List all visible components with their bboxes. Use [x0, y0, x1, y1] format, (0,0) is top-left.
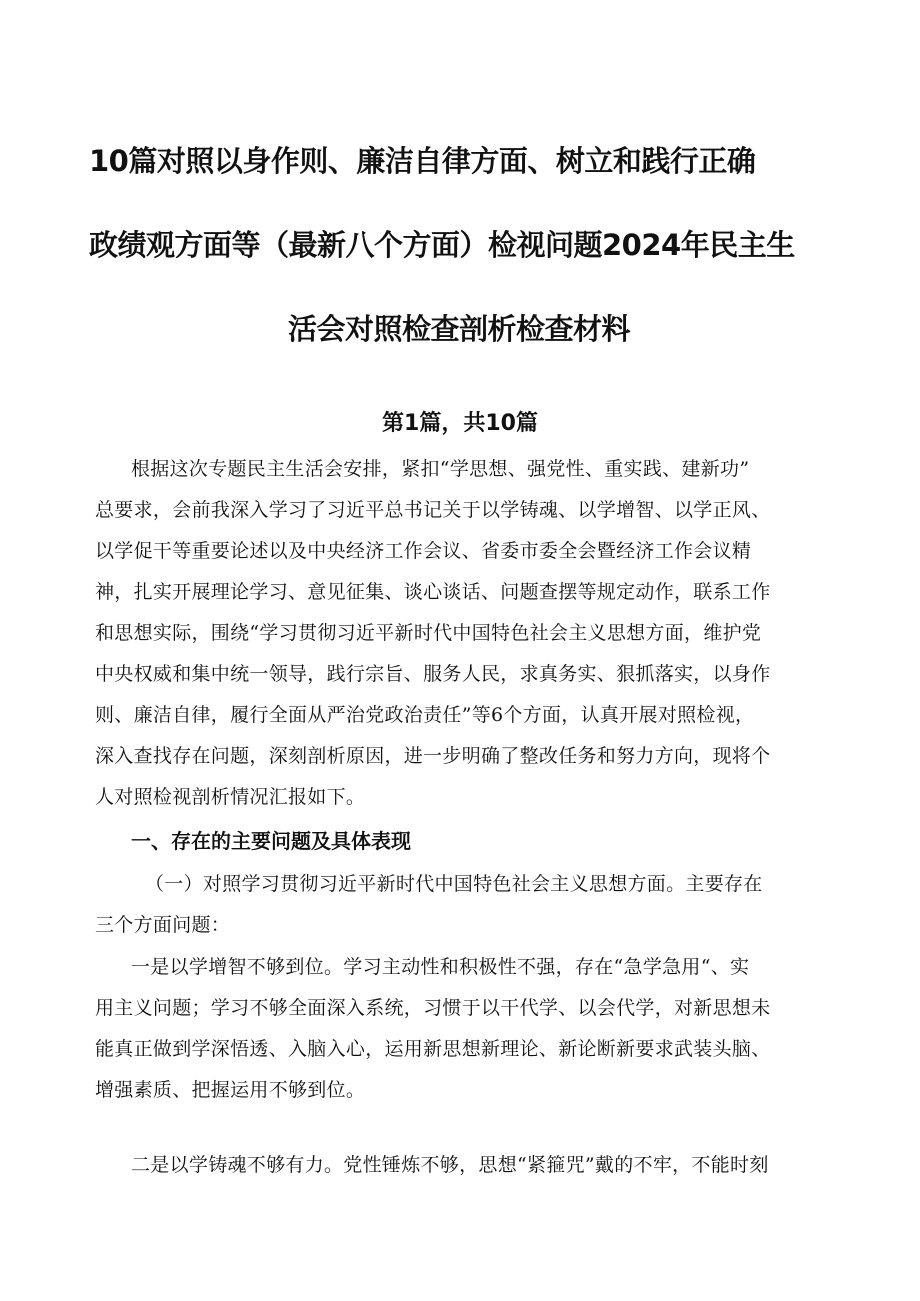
- intro-line-5: 和思想实际，围绕“学习贯彻习近平新时代中国特色社会主义思想方面，维护党: [95, 622, 762, 644]
- intro-line-7: 则、廉洁自律，履行全面从严治党政治责任”等6个方面，认真开展对照检视，: [95, 704, 755, 726]
- subsection-line-1: （一）对照学习贯彻习近平新时代中国特色社会主义思想方面。主要存在: [145, 873, 763, 895]
- subsection-line-2: 三个方面问题：: [95, 914, 231, 936]
- point2-line-1: 二是以学铸魂不够有力。党性锤炼不够，思想“紧箍咒”戴的不牢，不能时刻: [131, 1154, 769, 1176]
- intro-line-6: 中央权威和集中统一领导，践行宗旨、服务人民，求真务实、狠抓落实，以身作: [95, 663, 771, 685]
- point1-line-4: 增强素质、把握运用不够到位。: [95, 1079, 366, 1101]
- document-title-line-1: 10篇对照以身作则、廉洁自律方面、树立和践行正确: [89, 144, 756, 178]
- intro-line-9: 人对照检视剖析情况汇报如下。: [95, 786, 366, 808]
- document-subtitle: 第1篇，共10篇: [382, 411, 538, 436]
- point1-line-1: 一是以学增智不够到位。学习主动性和积极性不强，存在“急学急用“、实: [131, 956, 750, 978]
- intro-line-3: 以学促干等重要论述以及中央经济工作会议、省委市委全会暨经济工作会议精: [95, 540, 752, 562]
- intro-line-1: 根据这次专题民主生活会安排，紧扣“学思想、强党性、重实践、建新功”: [131, 458, 750, 480]
- document-title-line-3: 活会对照检查剖析检查材料: [288, 312, 631, 346]
- document-title-line-2: 政绩观方面等（最新八个方面）检视问题2024年民主生: [89, 228, 795, 262]
- intro-line-8: 深入查找存在问题，深刻剖析原因，进一步明确了整改任务和努力方向，现将个: [95, 745, 771, 767]
- intro-line-2: 总要求，会前我深入学习了习近平总书记关于以学铸魂、以学增智、以学正风、: [95, 499, 771, 521]
- section-heading: 一、存在的主要问题及具体表现: [131, 829, 411, 853]
- intro-line-4: 神，扎实开展理论学习、意见征集、谈心谈话、问题查摆等规定动作，联系工作: [95, 581, 771, 603]
- point1-line-2: 用主义问题；学习不够全面深入系统，习惯于以干代学、以会代学，对新思想未: [95, 997, 771, 1019]
- point1-line-3: 能真正做到学深悟透、入脑入心，运用新思想新理论、新论断新要求武装头脑、: [95, 1038, 771, 1060]
